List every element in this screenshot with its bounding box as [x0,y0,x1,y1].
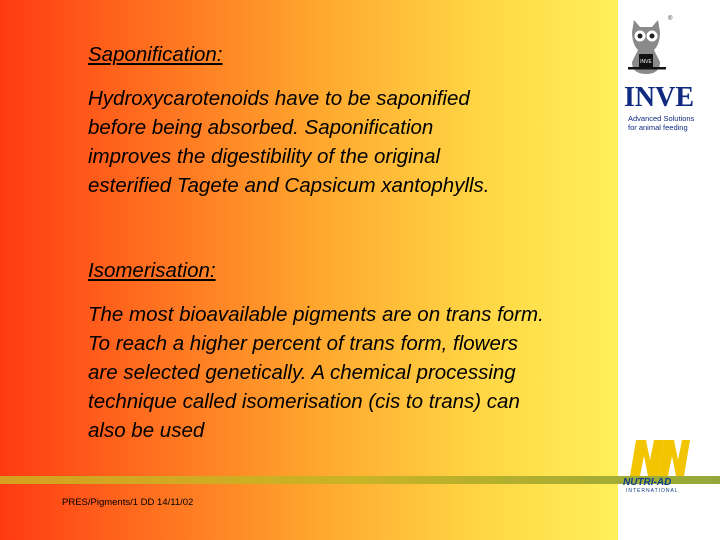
saponification-heading: Saponification: [88,43,223,66]
isomerisation-line-1: The most bioavailable pigments are on trans form. [88,303,544,326]
nutriad-subtitle: INTERNATIONAL [626,488,679,494]
inve-wordmark: INVE [624,82,695,113]
isomerisation-line-4: technique called isomerisation (cis to trans) can [88,390,520,413]
isomerisation-heading: Isomerisation: [88,259,216,282]
owl-icon [628,20,666,74]
trademark-symbol: ® [668,16,673,22]
svg-text:INVE: INVE [640,59,652,65]
isomerisation-line-5: also be used [88,419,205,442]
inve-tagline: Advanced Solutions for animal feeding [628,114,695,132]
saponification-line-1: Hydroxycarotenoids have to be saponified [88,87,470,110]
saponification-line-2: before being absorbed. Saponification [88,116,434,139]
footer-band [0,476,720,484]
nutriad-wordmark: NUTRI-AD [623,477,672,488]
isomerisation-line-2: To reach a higher percent of trans form, flowers [88,332,518,355]
saponification-line-3: improves the digestibility of the original [88,145,441,168]
footer-code: PRES/Pigments/1 DD 14/11/02 [62,497,194,508]
isomerisation-line-3: are selected genetically. A chemical processing [88,361,516,384]
saponification-line-4: esterified Tagete and Capsicum xantophylls. [88,174,490,197]
